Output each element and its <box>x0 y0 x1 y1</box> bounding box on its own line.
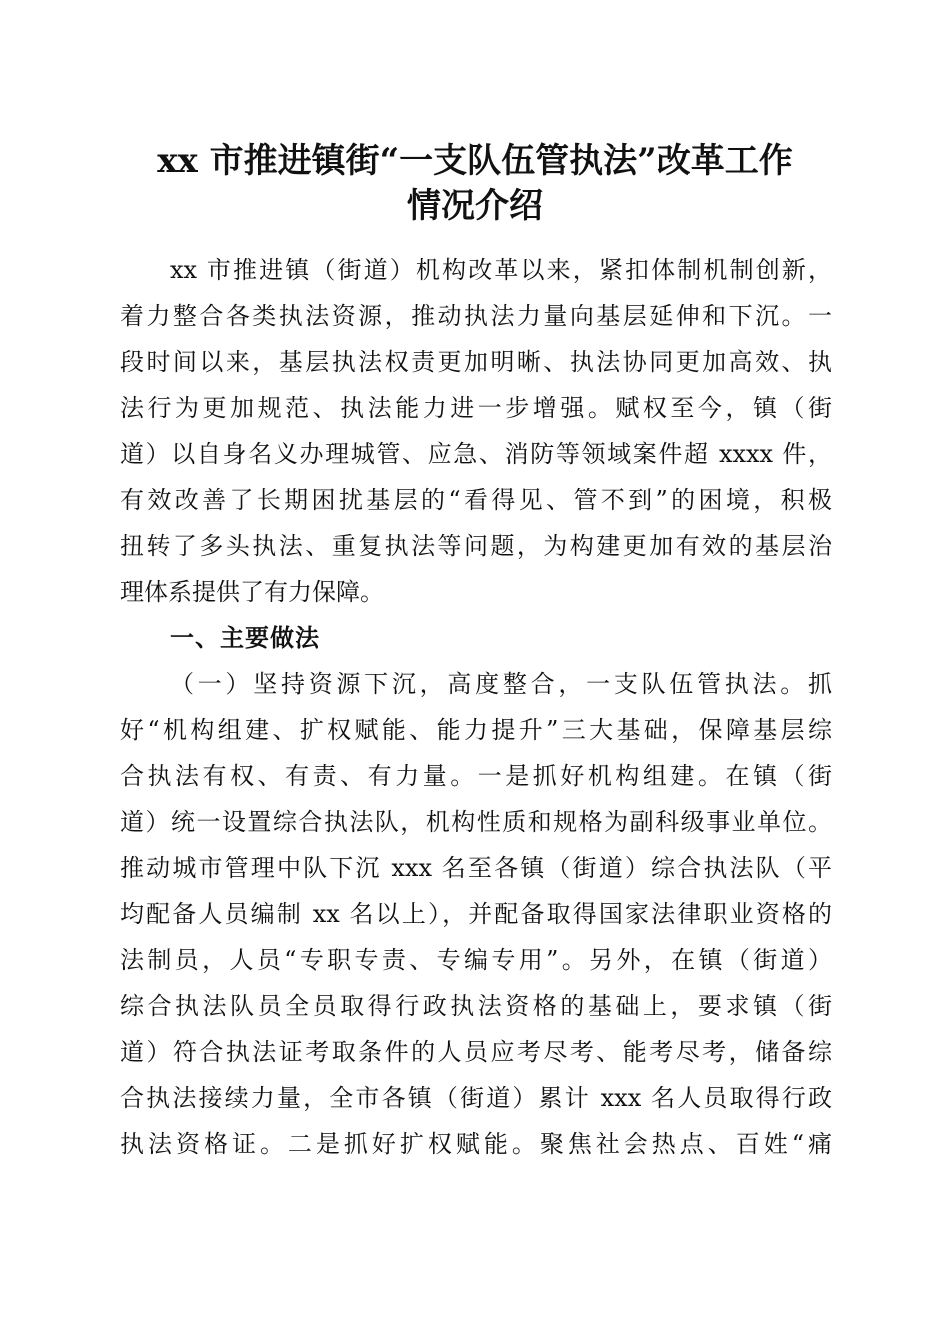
document-title-line-1: xx 市推进镇街“一支队伍管执法”改革工作 <box>157 141 793 181</box>
intro-paragraph-line: 有效改善了长期困扰基层的“看得见、管不到”的困境，积极 <box>120 486 832 514</box>
section-paragraph-line: 执法资格证。二是抓好扩权赋能。聚焦社会热点、百姓“痛 <box>120 1130 832 1158</box>
intro-paragraph-line: 理体系提供了有力保障。 <box>120 578 384 606</box>
section-paragraph-line: 综合执法队员全员取得行政执法资格的基础上，要求镇（街 <box>120 992 832 1020</box>
intro-paragraph-line: 扭转了多头执法、重复执法等问题，为构建更加有效的基层治 <box>120 532 832 560</box>
section-paragraph-line: 推动城市管理中队下沉 xxx 名至各镇（街道）综合执法队（平 <box>120 854 832 882</box>
section-paragraph-line: 法制员，人员“专职专责、专编专用”。另外，在镇（街道） <box>120 946 832 974</box>
intro-paragraph-line: 道）以自身名义办理城管、应急、消防等领域案件超 xxxx 件， <box>120 440 832 468</box>
document-title-line-2: 情况介绍 <box>407 186 543 226</box>
section-paragraph-line: （一）坚持资源下沉，高度整合，一支队伍管执法。抓 <box>170 670 832 698</box>
intro-paragraph-line: 段时间以来，基层执法权责更加明晰、执法协同更加高效、执 <box>120 348 832 376</box>
intro-paragraph-line: 法行为更加规范、执法能力进一步增强。赋权至今，镇（街 <box>120 394 832 422</box>
section-paragraph-line: 均配备人员编制 xx 名以上），并配备取得国家法律职业资格的 <box>120 900 832 928</box>
section-paragraph-line: 合执法接续力量，全市各镇（街道）累计 xxx 名人员取得行政 <box>120 1084 832 1112</box>
intro-paragraph-line: xx 市推进镇（街道）机构改革以来，紧扣体制机制创新， <box>170 256 832 284</box>
section-paragraph-line: 道）符合执法证考取条件的人员应考尽考、能考尽考，储备综 <box>120 1038 832 1066</box>
section-paragraph-line: 好“机构组建、扩权赋能、能力提升”三大基础，保障基层综 <box>120 716 832 744</box>
section-paragraph-line: 道）统一设置综合执法队，机构性质和规格为副科级事业单位。 <box>120 808 832 836</box>
section-paragraph-line: 合执法有权、有责、有力量。一是抓好机构组建。在镇（街 <box>120 762 832 790</box>
section-heading: 一、主要做法 <box>170 624 320 652</box>
intro-paragraph-line: 着力整合各类执法资源，推动执法力量向基层延伸和下沉。一 <box>120 302 832 330</box>
